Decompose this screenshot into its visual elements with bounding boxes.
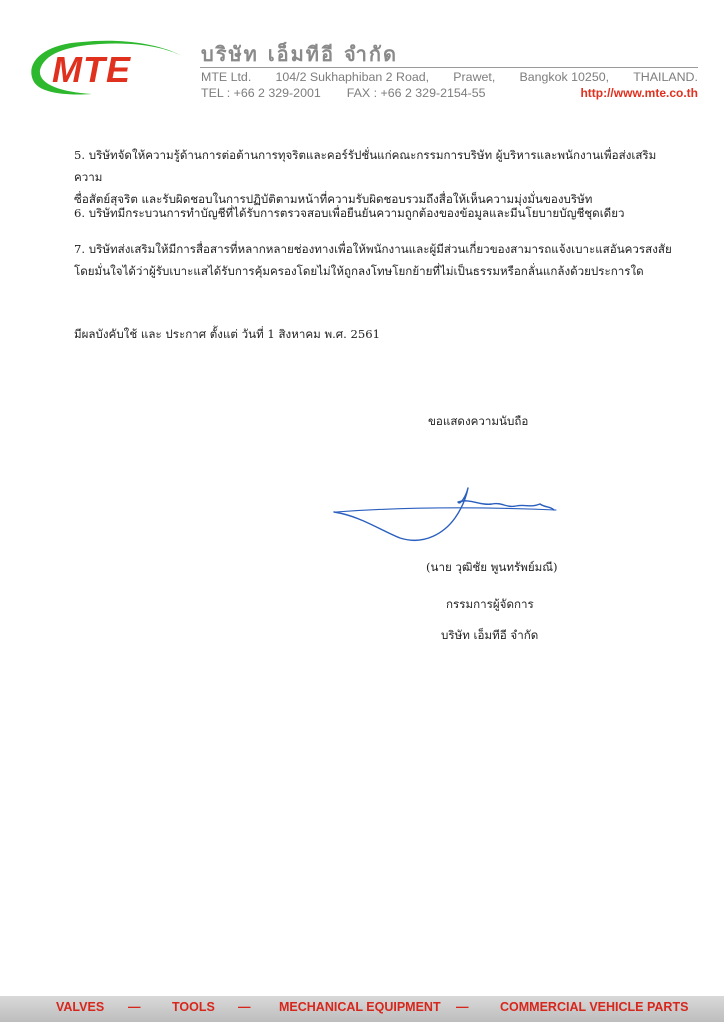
policy-item-5-line-1: 5. บริษัทจัดให้ความรู้ด้านการต่อต้านการทุจริตและคอร์รัปชั่นแก่คณะกรรมการบริษัท ผู้บริหารและพนักงานเพื่อส่งเสริม ความ <box>74 148 657 184</box>
fax: FAX : +66 2 329-2154-55 <box>346 86 486 100</box>
policy-item-7-line-2: โดยมั่นใจได้ว่าผู้รับเบาะแสได้รับการคุ้มครองโดยไม่ให้ถูกลงโทษโยกย้ายที่ไม่เป็นธรรมหรือกลั่นแกล้งด้วยประการใด <box>74 264 644 278</box>
city-zip: Bangkok 10250, <box>519 70 610 84</box>
policy-item-6 <box>74 202 674 224</box>
policy-item-6-line-1: 6. บริษัทมีกระบวนการทำบัญชีที่ได้รับการตรวจสอบเพื่อยืนยันความถูกต้องของข้อมูลและมีนโยบายบัญชีชุดเดียว <box>74 206 625 220</box>
website-link[interactable]: http://www.mte.co.th <box>580 86 698 100</box>
signer-company: บริษัท เอ็มทีอี จำกัด <box>441 628 539 642</box>
policy-item-5-line-2: ซื่อสัตย์สุจริต และรับผิดชอบในการปฏิบัติตามหน้าที่ความรับผิดชอบรวมถึงสื่อให้เห็นความมุ่งมั่นของบริษัท <box>74 192 593 206</box>
handwritten-signature <box>330 482 560 548</box>
signer-title: กรรมการผู้จัดการ <box>446 597 534 611</box>
district: Prawet, <box>453 70 496 84</box>
footer-separator: — <box>456 1000 469 1014</box>
street-address: 104/2 Sukhaphiban 2 Road, <box>275 70 430 84</box>
policy-item-7-line-1: 7. บริษัทส่งเสริมให้มีการสื่อสารที่หลากหลายช่องทางเพื่อให้พนักงานและผู้มีส่วนเกี่ยวของสามารถแจ้งเบาะแสอันควรสงสัย <box>74 242 672 256</box>
effective-date-statement: มีผลบังคับใช้ และ ประกาศ ตั้งแต่ วันที่ 1 สิงหาคม พ.ศ. 2561 <box>74 327 381 341</box>
signature-underline <box>336 508 556 512</box>
footer-item-tools: TOOLS <box>172 1000 215 1014</box>
policy-item-5 <box>74 144 674 210</box>
policy-item-7 <box>74 238 674 282</box>
header-divider <box>200 67 698 68</box>
footer-separator: — <box>128 1000 141 1014</box>
footer-item-mechanical-equipment: MECHANICAL EQUIPMENT <box>279 1000 441 1014</box>
footer-item-valves: VALVES <box>56 1000 105 1014</box>
address-line <box>201 70 698 84</box>
footer-separator: — <box>238 1000 251 1014</box>
telephone: TEL : +66 2 329-2001 <box>201 86 321 100</box>
footer-product-lines <box>0 1000 724 1018</box>
country: THAILAND. <box>633 70 698 84</box>
footer-item-commercial-vehicle-parts: COMMERCIAL VEHICLE PARTS <box>500 1000 689 1014</box>
signer-name: (นาย วุฒิชัย พูนทรัพย์มณี) <box>426 560 558 574</box>
logo-text: MTE <box>52 49 131 90</box>
mte-logo <box>22 36 190 102</box>
company-name-english: MTE Ltd. <box>201 70 252 84</box>
closing-salutation: ขอแสดงความนับถือ <box>428 414 529 428</box>
company-name-thai: บริษัท เอ็มทีอี จำกัด <box>201 42 399 66</box>
signature-stroke <box>334 488 554 540</box>
contact-line <box>201 86 698 100</box>
